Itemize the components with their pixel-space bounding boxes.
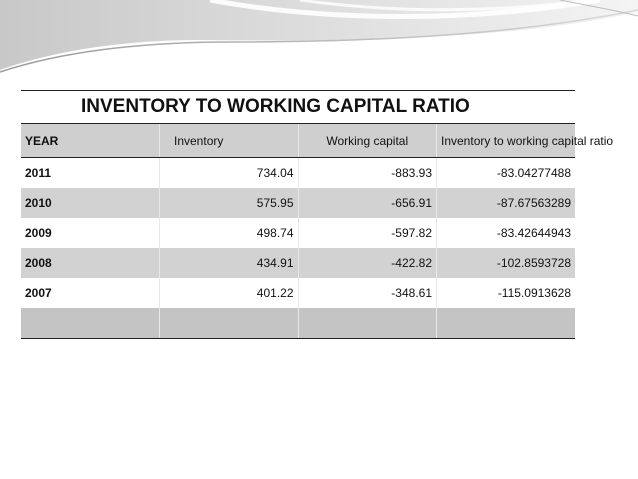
cell-inventory: 575.95: [160, 188, 299, 218]
table-title: INVENTORY TO WORKING CAPITAL RATIO: [21, 91, 575, 124]
cell-ratio: -102.8593728: [437, 248, 576, 278]
table-row: [21, 188, 575, 218]
header-year: YEAR: [21, 124, 160, 158]
table-row-empty: [21, 308, 575, 339]
cell-ratio: -83.04277488: [437, 158, 576, 189]
cell-working-capital: -597.82: [298, 218, 437, 248]
cell-year: 2009: [21, 218, 160, 248]
cell-working-capital: -422.82: [298, 248, 437, 278]
table-row: [21, 218, 575, 248]
table-title-row: [21, 91, 575, 124]
cell-year: 2008: [21, 248, 160, 278]
empty-cell: [160, 308, 299, 339]
cell-inventory: 401.22: [160, 278, 299, 308]
cell-inventory: 434.91: [160, 248, 299, 278]
table-row: [21, 248, 575, 278]
cell-year: 2011: [21, 158, 160, 189]
empty-cell: [298, 308, 437, 339]
cell-ratio: -115.0913628: [437, 278, 576, 308]
cell-inventory: 734.04: [160, 158, 299, 189]
cell-year: 2010: [21, 188, 160, 218]
header-working-capital: Working capital: [298, 124, 437, 158]
cell-year: 2007: [21, 278, 160, 308]
cell-ratio: -83.42644943: [437, 218, 576, 248]
header-ratio: Inventory to working capital ratio: [437, 124, 576, 158]
cell-ratio: -87.67563289: [437, 188, 576, 218]
table-row: [21, 158, 575, 189]
inventory-ratio-table: [21, 90, 614, 339]
cell-inventory: 498.74: [160, 218, 299, 248]
table-row: [21, 278, 575, 308]
cell-working-capital: -883.93: [298, 158, 437, 189]
table-header-row: [21, 124, 575, 158]
cell-working-capital: -348.61: [298, 278, 437, 308]
empty-cell: [21, 308, 160, 339]
decorative-swoosh: [0, 0, 638, 80]
header-inventory: Inventory: [160, 124, 299, 158]
cell-working-capital: -656.91: [298, 188, 437, 218]
empty-cell: [437, 308, 576, 339]
